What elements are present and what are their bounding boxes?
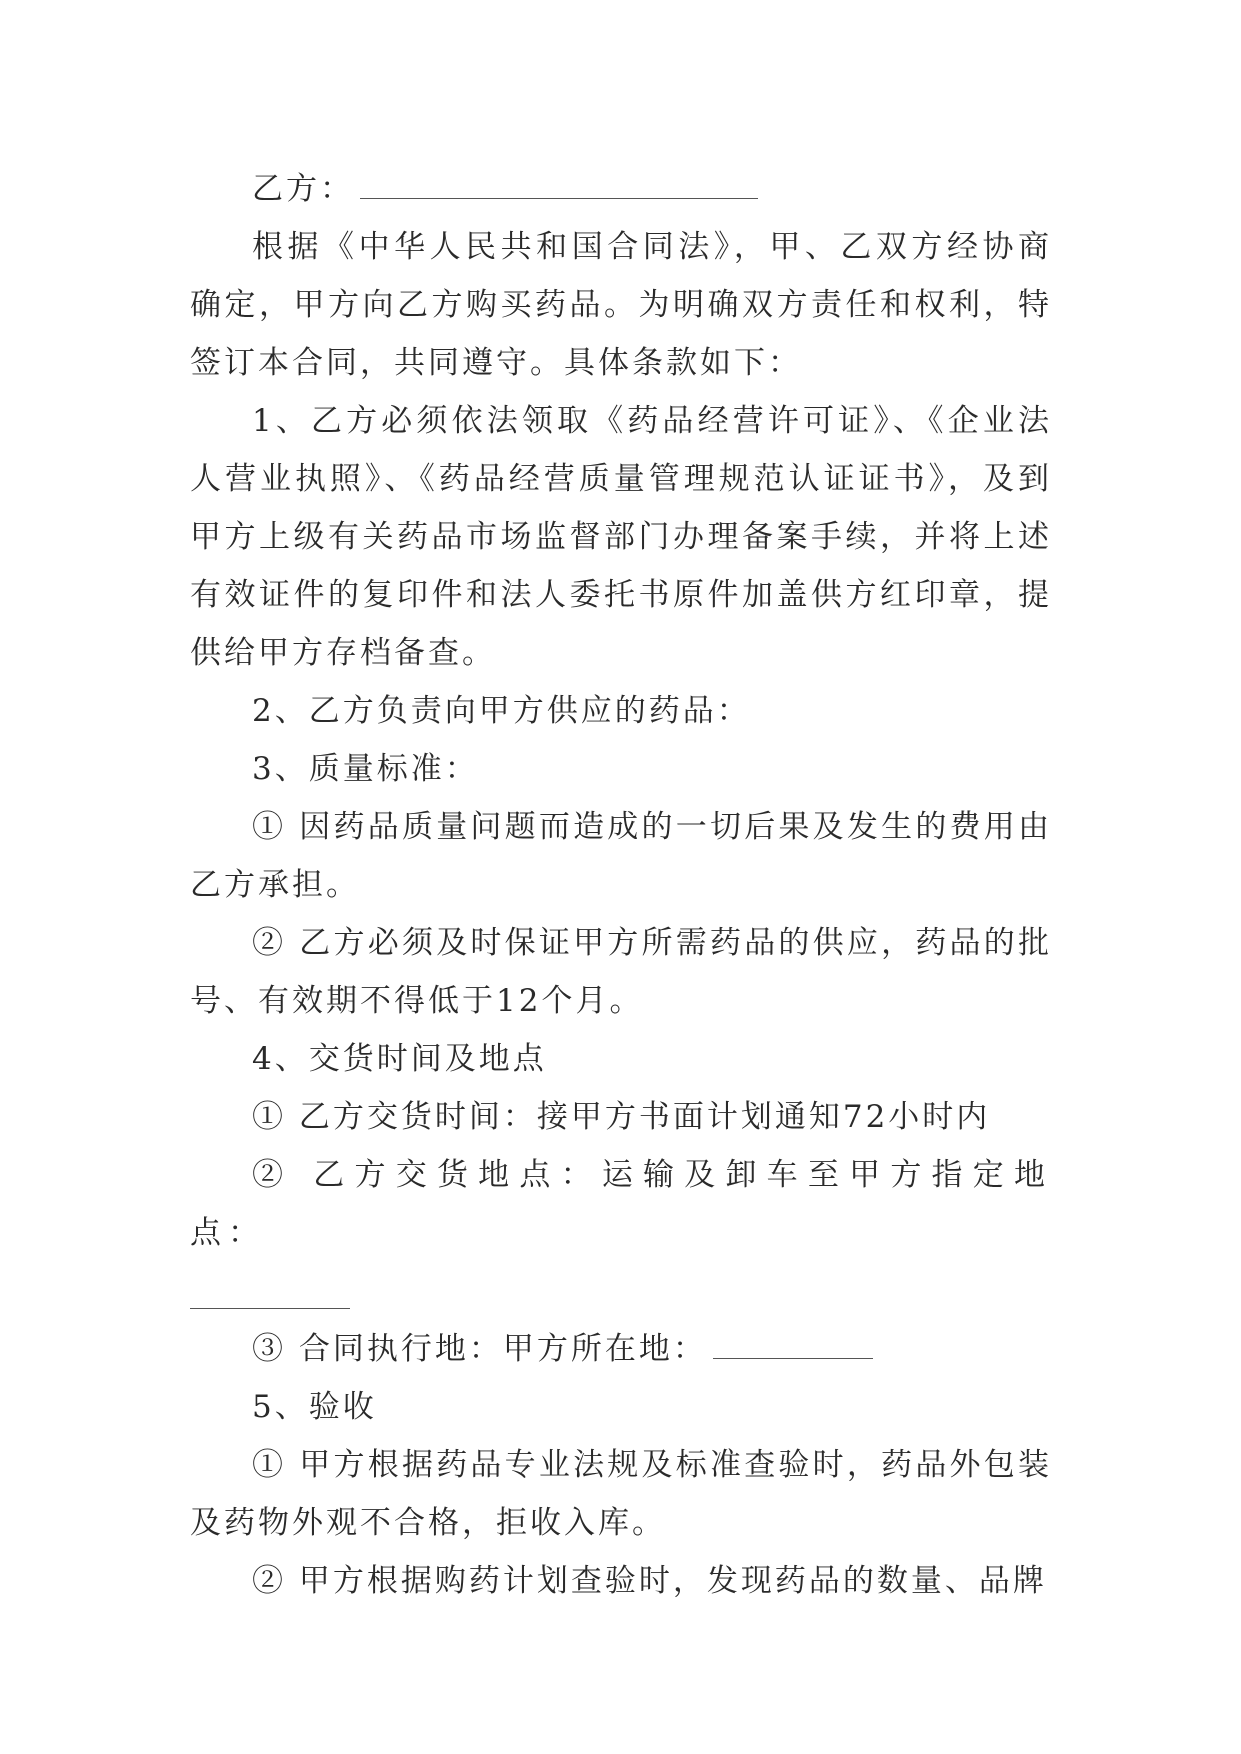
intro-paragraph: 根据《中华人民共和国合同法》，甲、乙双方经协商确定，甲方向乙方购买药品。为明确双方责任和权利，特签订本合同，共同遵守。具体条款如下： <box>190 229 1052 381</box>
clause-5: 5、验收 <box>252 1389 377 1425</box>
execution-place-blank <box>713 1332 873 1359</box>
clause-5-2: ② 甲方根据购药计划查验时，发现药品的数量、品牌 <box>252 1563 1047 1599</box>
party-b-label: 乙方： <box>252 171 354 207</box>
clause-2: 2、乙方负责向甲方供应的药品： <box>252 693 751 729</box>
delivery-location-blank-line <box>190 1262 1052 1320</box>
clause-1: 1、乙方必须依法领取《药品经营许可证》、《企业法人营业执照》、《药品经营质量管理规范认证证书》，及到甲方上级有关药品市场监督部门办理备案手续，并将上述有效证件的复印件和法人委托书原件加盖供方红印章，提供给甲方存档备查。 <box>190 403 1052 671</box>
clause-3-2: ② 乙方必须及时保证甲方所需药品的供应，药品的批号、有效期不得低于12个月。 <box>190 925 1052 1019</box>
clause-4: 4、交货时间及地点 <box>252 1041 547 1077</box>
clause-4-2: ② 乙方交货地点：运输及卸车至甲方指定地点： <box>190 1157 1052 1251</box>
clause-4-3-line <box>190 1320 1052 1378</box>
delivery-location-blank <box>190 1282 350 1309</box>
clause-4-3: ③ 合同执行地：甲方所在地： <box>252 1331 707 1367</box>
party-b-blank <box>360 172 758 199</box>
clause-4-1: ① 乙方交货时间：接甲方书面计划通知72小时内 <box>252 1099 991 1135</box>
party-b-line <box>190 160 1052 218</box>
contract-body <box>190 160 1052 1610</box>
clause-5-1: ① 甲方根据药品专业法规及标准查验时，药品外包装及药物外观不合格，拒收入库。 <box>190 1447 1052 1541</box>
clause-3: 3、质量标准： <box>252 751 479 787</box>
clause-3-1: ① 因药品质量问题而造成的一切后果及发生的费用由乙方承担。 <box>190 809 1052 903</box>
